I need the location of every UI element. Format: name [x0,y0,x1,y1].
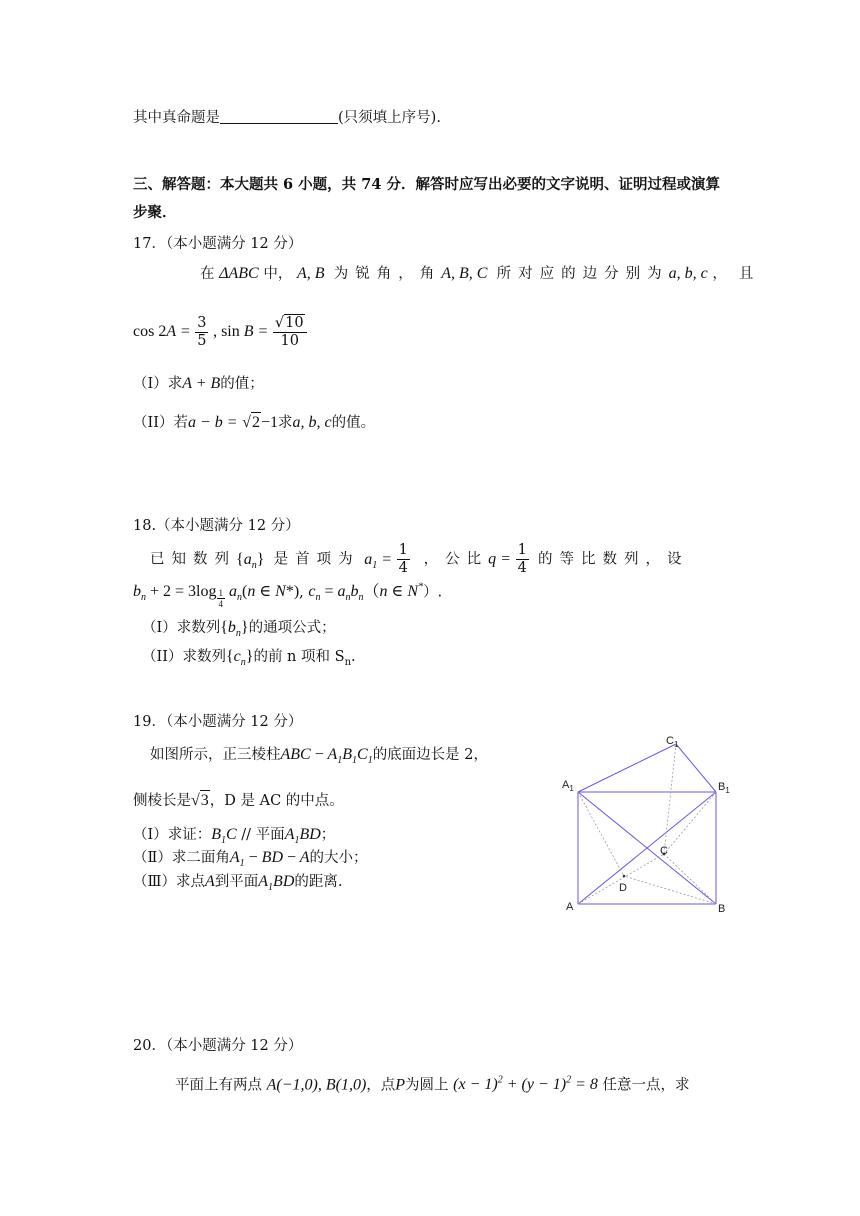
answer-blank[interactable] [220,109,338,124]
section-heading-cont: 步聚． [133,204,177,221]
q18-part1: （I）求数列$\{b_n\}$的通项公式； [142,619,336,640]
q20-line1: 平面上有两点 A(−1,0), B(1,0)，点P为圆上 $(x - 1)^2 + (y - 1)^2 = 8$ 任意一点，求 [175,1075,690,1094]
q19-line1: 如图所示，正三棱柱ABC − $A_1B_1C_1$的底面边长是 2， [150,746,489,767]
q19-part3: （Ⅲ）求点A到平面$A_1BD$的距离. [133,873,343,894]
hidden-edges [578,744,716,904]
prism-edges [578,744,716,904]
edge-C1B1 [676,744,716,792]
label-A: A [566,901,574,913]
q20-header: 20．（本小题满分 12 分） [133,1038,303,1054]
q18-part2: （II）求数列$\{c_n\}$的前 n 项和 $S_n$. [142,648,356,669]
point-D [623,875,626,878]
q18-line2: $b_n + 2 = 3\log$ $_{\frac{1}{4}}$ $a_n(n$ ∈ N*), $c_n = a_nb_n(n$ ∈ N*）. [133,582,443,609]
section-heading: 三、解答题：本大题共 6 小题，共 74 分．解答时应写出必要的文字说明、证明过程或演算 [133,176,720,193]
q19-line2: 侧棱长是√3，D 是 AC 的中点。 [133,792,344,809]
edge-CC1 [664,744,676,854]
q17-part1: （I）求A + B的值； [133,375,264,392]
prism-figure [556,724,746,924]
label-B1: $B_1$ [718,781,730,795]
edge-CB [664,854,716,904]
q18-line1: 已知数列$\{a_n\}$ 是首项为 $a_1$ = $\frac{1}{4}$ ，公比q = $\frac{1}{4}$ 的等比数列，设 [150,542,689,576]
q19-header: 19．（本小题满分 12 分） [133,714,303,730]
label-D: D [619,882,627,894]
edge-AC [578,854,664,904]
q17-intro: 在 ΔABC 中， A, B 为锐角，角A, B, C 所对应的边分别为a, b, c ，且 [200,265,766,282]
q18-header: 18.（本小题满分 12 分） [133,518,300,534]
q19-part2: （Ⅱ）求二面角$A_1$ − BD − A的大小； [133,849,368,870]
q17-header: 17．（本小题满分 12 分） [133,236,303,252]
q17-part2: （II）若a − b = √2−1求a, b, c的值。 [133,414,376,431]
true-proposition-line: 其中真命题是 (只须填上序号). [133,110,441,126]
edge-A1D [578,792,624,876]
edge-A1C1 [578,744,676,792]
q17-given: cos 2A = $\frac{3}{5}$ , sin B = $\frac{√10}{10}$ [133,314,307,350]
label-C: C [660,845,668,857]
label-C1: $C_1$ [666,735,679,749]
edge-B1C [664,792,716,854]
q19-part1: （Ⅰ）求证：$B_1C$ // 平面$A_1BD$； [133,826,336,847]
label-A1: $A_1$ [562,779,574,793]
edge-BD [624,876,716,904]
label-B: B [718,903,726,915]
